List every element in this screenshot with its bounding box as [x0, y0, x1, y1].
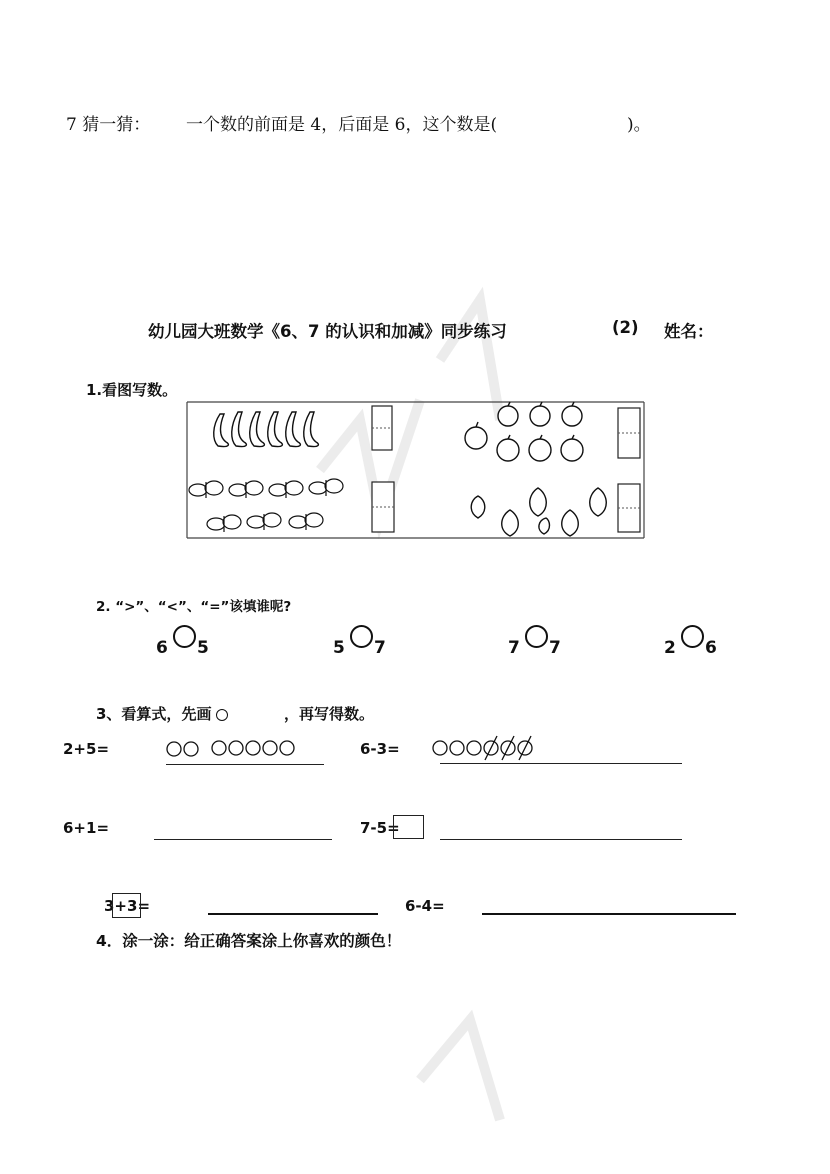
pear-group: [471, 488, 606, 536]
answer-line-4[interactable]: [440, 839, 682, 840]
answer-box-pear: [618, 484, 640, 532]
compare-circle-4[interactable]: [681, 625, 704, 648]
compare-1-left: 6: [156, 638, 168, 658]
pear-icon: [539, 518, 550, 534]
q7-label: 7 猜一猜：: [66, 115, 151, 135]
compare-3-right: 7: [549, 638, 561, 658]
pear-icon: [471, 496, 485, 518]
q7-text: 一个数的前面是 4，后面是 6，这个数是(: [186, 115, 498, 135]
apple-icon: [498, 402, 518, 426]
picture-panel: [186, 400, 646, 542]
equation-7-minus-5: 7-5=: [360, 819, 400, 837]
answer-line-2[interactable]: [440, 763, 682, 764]
section3-heading-a: 3、看算式，先画: [96, 705, 212, 723]
section4-heading: 4．涂一涂：给正确答案涂上你喜欢的颜色！: [96, 932, 402, 950]
butterfly-icon: [207, 515, 241, 532]
equation-6-minus-3: 6-3=: [360, 740, 400, 758]
pear-icon: [590, 488, 607, 516]
compare-3-left: 7: [508, 638, 520, 658]
square-overlay-1: [393, 815, 424, 839]
butterfly-icon: [309, 479, 343, 496]
banana-icon: [232, 412, 247, 447]
answer-line-5[interactable]: [208, 913, 378, 915]
compare-circle-1[interactable]: [173, 625, 196, 648]
compare-2-right: 7: [374, 638, 386, 658]
section1-heading: 1.看图写数。: [86, 381, 178, 399]
page-title: 幼儿园大班数学《6、7 的认识和加减》同步练习: [148, 322, 507, 341]
butterfly-icon: [229, 481, 263, 498]
apple-icon: [497, 435, 519, 461]
apple-group: [465, 402, 583, 461]
circle-symbol-icon: [216, 709, 228, 721]
compare-4-left: 2: [664, 638, 676, 658]
compare-circle-3[interactable]: [525, 625, 548, 648]
apple-icon: [465, 422, 487, 449]
banana-icon: [304, 412, 319, 447]
answer-box-butterfly: [372, 482, 394, 532]
compare-4-right: 6: [705, 638, 717, 658]
apple-icon: [530, 402, 550, 426]
compare-circle-2[interactable]: [350, 625, 373, 648]
banana-icon: [214, 414, 229, 447]
pear-icon: [562, 510, 579, 536]
butterfly-icon: [289, 513, 323, 530]
equation-6-plus-1: 6+1=: [63, 819, 110, 837]
answer-line-1[interactable]: [166, 764, 324, 765]
pear-icon: [502, 510, 519, 536]
compare-2-left: 5: [333, 638, 345, 658]
butterfly-group: [189, 479, 343, 532]
banana-icon: [250, 412, 265, 447]
compare-1-right: 5: [197, 638, 209, 658]
banana-icon: [286, 412, 301, 447]
title-number: (2): [612, 318, 639, 337]
apple-icon: [562, 402, 582, 426]
section2-heading: 2. “>”、“<”、“=”该填谁呢?: [96, 599, 292, 615]
equation-6-minus-4: 6-4=: [405, 897, 445, 915]
pear-icon: [530, 488, 547, 516]
answer-line-3[interactable]: [154, 839, 332, 840]
butterfly-icon: [189, 481, 223, 498]
answer-box-apple: [618, 408, 640, 458]
apple-icon: [529, 435, 551, 461]
circles-drawing-2: [430, 734, 550, 764]
q7-close: )。: [627, 115, 651, 135]
butterfly-icon: [269, 481, 303, 498]
answer-line-6[interactable]: [482, 913, 736, 915]
square-overlay-2: [112, 893, 141, 918]
circles-drawing-1: [166, 738, 326, 766]
section3-heading-b: ，再写得数。: [284, 705, 375, 723]
name-label: 姓名：: [664, 322, 714, 341]
butterfly-icon: [247, 513, 281, 530]
equation-3-plus-3: 3+3=: [104, 897, 151, 915]
apple-icon: [561, 435, 583, 461]
banana-icon: [268, 412, 283, 447]
equation-2-plus-5: 2+5=: [63, 740, 110, 758]
banana-group: [214, 412, 319, 447]
